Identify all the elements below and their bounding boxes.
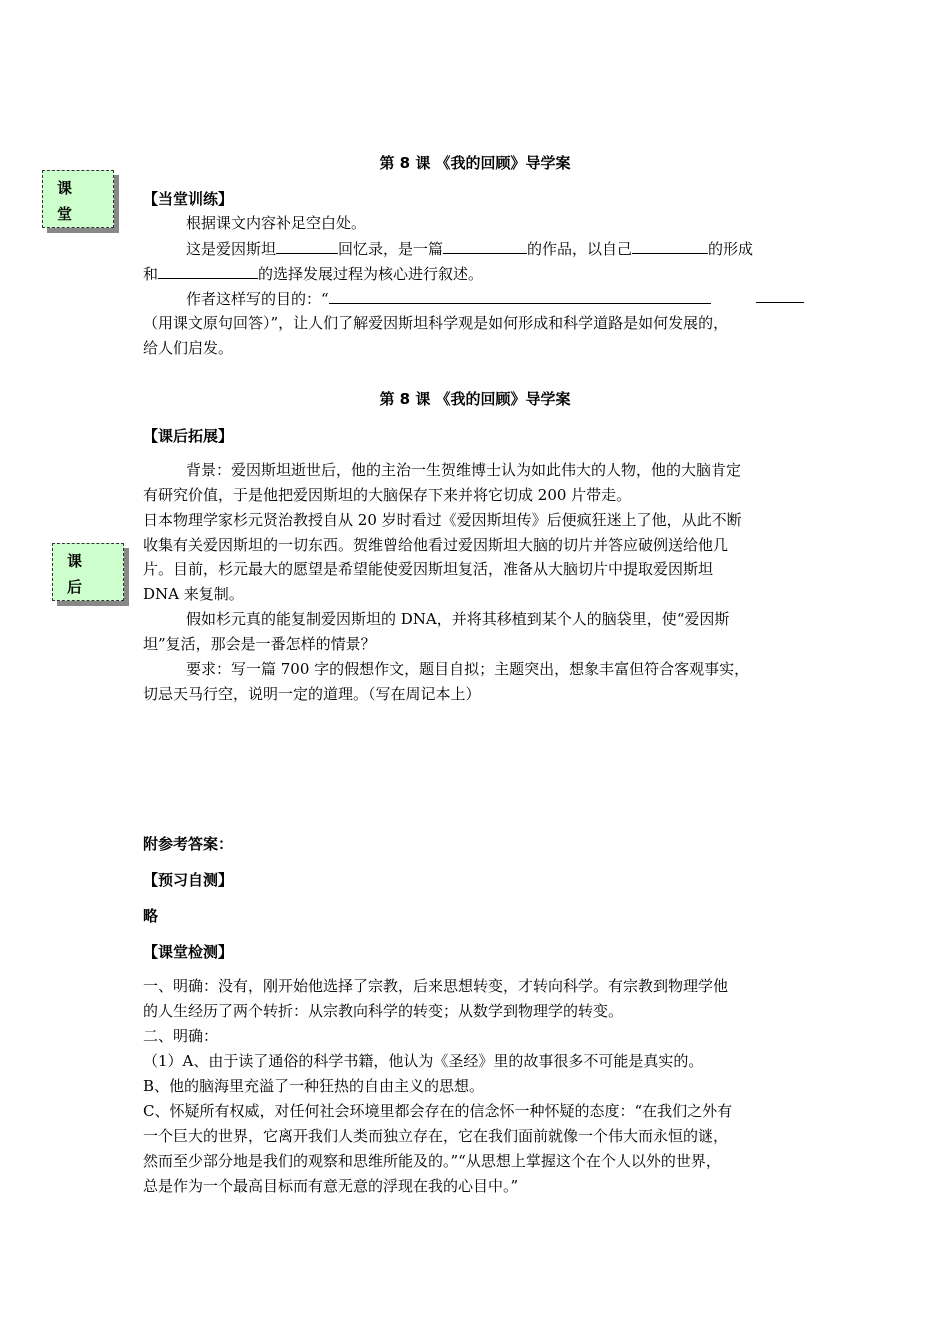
answers-sub1-text: 略 xyxy=(143,907,159,925)
section1-p2-c: 的作品，以自己 xyxy=(527,240,633,258)
fill-blank-2[interactable] xyxy=(443,238,527,254)
fill-blank-5-tail xyxy=(756,302,804,303)
section1-p5: （用课文原句回答）”，让人们了解爱因斯坦科学观是如何形成和科学道路是如何发展的， xyxy=(143,314,729,332)
section1-p3-a: 和 xyxy=(143,265,159,283)
answers-line: 二、明确： xyxy=(143,1027,219,1045)
answers-line: 一、明确：没有，刚开始他选择了宗教，后来思想转变，才转向科学。有宗教到物理学他 xyxy=(143,977,729,995)
ketang-tag-char-1: 课 xyxy=(57,179,73,197)
section1-p1: 根据课文内容补足空白处。 xyxy=(186,214,367,232)
section2-line: 收集有关爱因斯坦的一切东西。贺维曾给他看过爱因斯坦大脑的切片并答应破例送给他几 xyxy=(143,536,729,554)
section2-line: 背景：爱因斯坦逝世后，他的主治一生贺维博士认为如此伟大的人物，他的大脑肯定 xyxy=(186,461,742,479)
answers-line: C、怀疑所有权威，对任何社会环境里都会存在的信念怀一种怀疑的态度：“在我们之外有 xyxy=(143,1102,733,1120)
section2-line: 要求：写一篇 700 字的假想作文，题目自拟；主题突出，想象丰富但符合客观事实， xyxy=(186,660,750,678)
section1-p4 xyxy=(186,288,711,309)
answers-line: 的人生经历了两个转折：从宗教向科学的转变；从数学到物理学的转变。 xyxy=(143,1002,624,1020)
answers-line: 然而至少部分地是我们的观察和思维所能及的。”“从思想上掌握这个在个人以外的世界， xyxy=(143,1152,721,1170)
section2-line: 有研究价值，于是他把爱因斯坦的大脑保存下来并将它切成 200 片带走。 xyxy=(143,486,632,504)
fill-blank-4[interactable] xyxy=(158,263,258,279)
section1-p2-d: 的形成 xyxy=(708,240,754,258)
section2-heading: 【课后拓展】 xyxy=(143,427,234,445)
kehou-tag-char-1: 课 xyxy=(67,552,83,570)
answers-line: 一个巨大的世界，它离开我们人类而独立存在，它在我们面前就像一个伟大而永恒的谜， xyxy=(143,1127,729,1145)
section1-p2-a: 这是爱因斯坦 xyxy=(186,240,277,258)
section2-title: 第 8 课 《我的回顾》导学案 xyxy=(379,390,571,408)
kehou-tag-char-2: 后 xyxy=(67,578,83,596)
fill-blank-1[interactable] xyxy=(276,238,338,254)
section2-line: 切忌天马行空，说明一定的道理。（写在周记本上） xyxy=(143,685,481,703)
ketang-tag-char-2: 堂 xyxy=(57,205,73,223)
answers-line: B、他的脑海里充溢了一种狂热的自由主义的思想。 xyxy=(143,1077,485,1095)
section2-line: 坦”复活，那会是一番怎样的情景？ xyxy=(143,635,376,653)
section1-p3-b: 的选择发展过程为核心进行叙述。 xyxy=(258,265,484,283)
section2-line: 假如杉元真的能复制爱因斯坦的 DNA，并将其移植到某个人的脑袋里，使“爱因斯 xyxy=(186,610,730,628)
section2-line: 片。目前，杉元最大的愿望是希望能使爱因斯坦复活，准备从大脑切片中提取爱因斯坦 xyxy=(143,560,714,578)
section1-title: 第 8 课 《我的回顾》导学案 xyxy=(379,154,571,172)
section1-p3 xyxy=(143,263,483,284)
answers-sub1: 【预习自测】 xyxy=(143,871,234,889)
fill-blank-5[interactable] xyxy=(329,288,711,304)
section1-p2 xyxy=(186,238,753,259)
answers-line: （1）A、由于读了通俗的科学书籍，他认为《圣经》里的故事很多不可能是真实的。 xyxy=(143,1052,704,1070)
section1-heading: 【当堂训练】 xyxy=(143,190,234,208)
section2-line: 日本物理学家杉元贤治教授自从 20 岁时看过《爱因斯坦传》后便疯狂迷上了他，从此不断 xyxy=(143,511,742,529)
ketang-tag xyxy=(42,170,114,228)
answers-line: 总是作为一个最高目标而有意无意的浮现在我的心目中。” xyxy=(143,1177,519,1195)
fill-blank-3[interactable] xyxy=(632,238,708,254)
section1-p6: 给人们启发。 xyxy=(143,339,234,357)
answers-sub2: 【课堂检测】 xyxy=(143,943,234,961)
section1-p2-b: 回忆录，是一篇 xyxy=(338,240,444,258)
kehou-tag xyxy=(52,543,124,601)
answers-heading: 附参考答案： xyxy=(143,835,234,853)
section2-line: DNA 来复制。 xyxy=(143,585,244,603)
section1-p4-a: 作者这样写的目的：“ xyxy=(186,290,329,308)
